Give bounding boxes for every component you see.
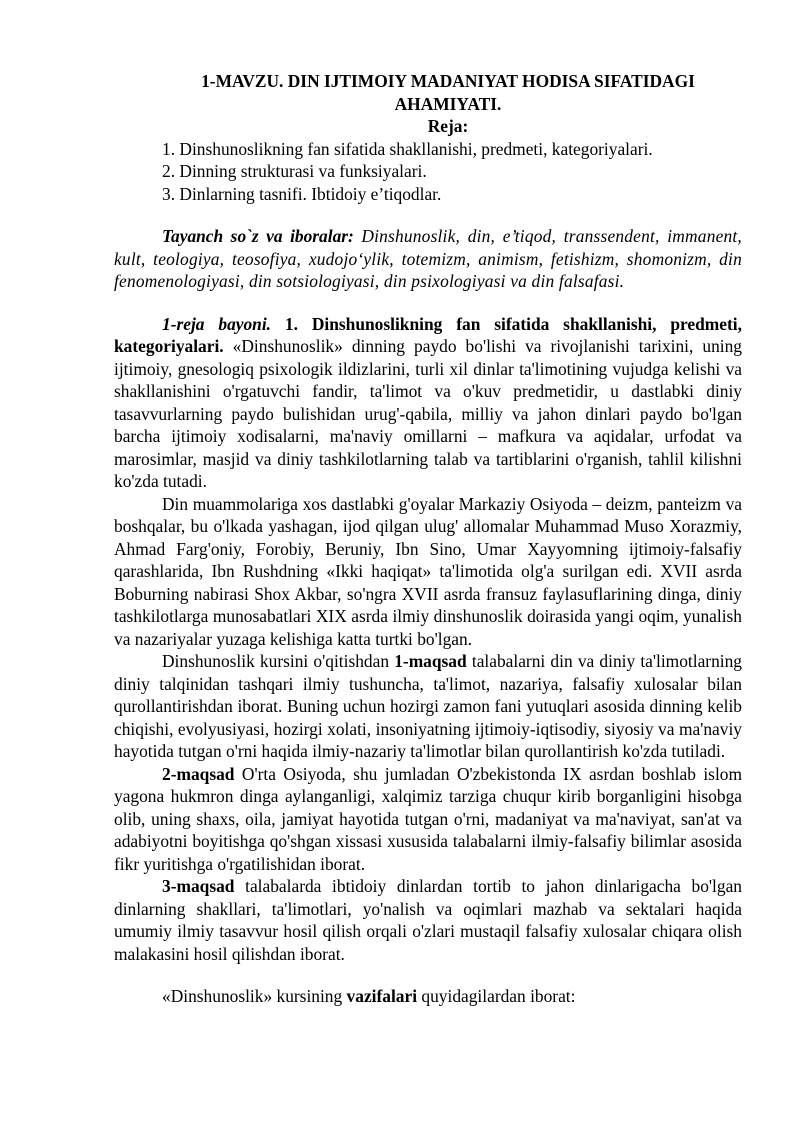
paragraph-goal-2 <box>114 763 742 876</box>
document-title <box>114 70 742 115</box>
goal-1-text: talabalarni din va diniy ta'limotlarning diniy talqinidan tashqari ilmiy tushuncha, ta'limot, nazariya, falsafiy xulosalar bilan qurollantirishdan iborat. Buning uchun hozirgi zamon fani yutuqlari asosida dinning kelib chiqishi, evolyusiyasi, hozirgi xolati, insoniyatning ijtimoiy-iqtisodiy, siyosiy va ma'naviy hayotida tutgan o'rni haqida ilmiy-nazariy ta'limotlar bilan qurollantirish ko'zda tutiladi. <box>114 651 742 761</box>
goal-2-text: O'rta Osiyoda, shu jumladan O'zbekistonda IX asrdan boshlab islom yagona hukmron dinga aylanganligi, xalqimiz tarziga chuqur kirib borganligini hisobga olib, uning shaxs, oila, jamiyat hayotida tutgan o'rni, madaniyat va ma'naviyat, san'at va adabiyotni boyitishga qo'shgan xissasi xususida talabalarni ilmiy-falsafiy bilimlar asosida fikr yuritishga o'rgatilishidan iborat. <box>114 763 742 874</box>
goal-1-pre: Dinshunoslik kursini o'qitishdan <box>162 651 395 671</box>
goal-2-label: 2-maqsad <box>162 763 235 784</box>
plan-item: 3. Dinlarning tasnifi. Ibtidoiy e’tiqodlar. <box>162 183 442 204</box>
plan-heading: Reja: <box>427 116 469 136</box>
tasks-pre: «Dinshunoslik» kursining <box>162 986 347 1006</box>
section-1-heading: 1. Dinshunoslikning fan sifatida shakllanishi, predmeti, kategoriyalari. <box>114 313 742 356</box>
goal-3-text: talabalarda ibtidoiy dinlardan tortib to jahon dinlarigacha bo'lgan dinlarning shakllari, ta'limotlari, yo'nalish va oqimlari mazhab va sektalari haqida umumiy ilmiy tasavvur hosil qilish orqali o'zlari mustaqil falsafiy xulosalar chiqara olish malakasini hosil qilishdan iborat. <box>114 876 742 964</box>
keywords-text: Dinshunoslik, din, e’tiqod, transsendent, immanent, kult, teologiya, teosofiya, xudojoʻylik, totemizm, animism, fetishizm, shomonizm, din fenomenologiyasi, din sotsiologiyasi, din psixologiyasi va din falsafasi. <box>114 226 742 291</box>
keywords-paragraph <box>114 225 742 293</box>
document-page <box>114 70 742 1008</box>
section-1-label: 1-reja bayoni. <box>162 313 272 334</box>
goal-3-label: 3-maqsad <box>162 876 235 896</box>
paragraph-tasks <box>114 985 742 1008</box>
paragraph-origins: Din muammolariga xos dastlabki g'oyalar Markaziy Osiyoda – deizm, panteizm va boshqalar, bu o'lkada yashagan, ijod qilgan ulug' allomalar Muhammad Muso Xorazmiy, Ahmad Farg'oniy, Forobiy, Beruniy, Ibn Sino, Umar Xayyomning ijtimoiy-falsafiy qarashlarida, Ibn Rushdning «Ikki haqiqat» ta'limotida olg'a surilgan edi. XVII asrda Boburning nabirasi Shox Akbar, so'ngra XVII asrda fransuz faylasuflarining dinga, diniy tashkilotlarga munosabatlari XIX asrda ilmiy dinshunoslik doirasida yangi oqim, yunalish va nazariyalar yuzaga kelishiga katta turtki bo'lgan. <box>114 493 742 649</box>
paragraph-goal-1 <box>114 650 742 763</box>
keywords-label: Tayanch so`z va iboralar: <box>162 226 354 246</box>
plan-item: 2. Dinning strukturasi va funksiyalari. <box>162 161 427 181</box>
goal-1-label: 1-maqsad <box>394 651 467 671</box>
title-line-1: 1-MAVZU. DIN IJTIMOIY MADANIYAT HODISA SIFATIDAGI <box>201 71 695 91</box>
plan-item: 1. Dinshunoslikning fan sifatida shakllanishi, predmeti, kategoriyalari. <box>162 138 653 159</box>
plan-list <box>114 138 742 206</box>
paragraph-goal-3 <box>114 875 742 965</box>
tasks-label: vazifalari <box>346 986 418 1006</box>
section-1-text: «Dinshunoslik» dinning paydo bo'lishi va rivojlanishi tarixini, uning ijtimoiy, gnesologiq psixologik ildizlarini, turli xil dinlar ta'limotining vujudga kelishi va shakllanishini o'rgatuvchi fandir, ta'limot va o'kuv predmetidir, u dastlabki diniy tasavvurlarning paydo bulishidan urug'-qabila, milliy va jahon dinlari paydo bo'lgan barcha ijtimoiy xodisalarni, ma'naviy omillarni – mafkura va aqidalar, urfodat va marosimlar, masjid va diniy tashkilotlarning talab va tartiblarini o'rganish, tahlil kilishni ko'zda tutadi. <box>114 336 742 491</box>
tasks-text: quyidagilardan iborat: <box>417 986 576 1006</box>
section-1-paragraph <box>114 313 742 493</box>
title-line-2: AHAMIYATI. <box>394 93 502 114</box>
